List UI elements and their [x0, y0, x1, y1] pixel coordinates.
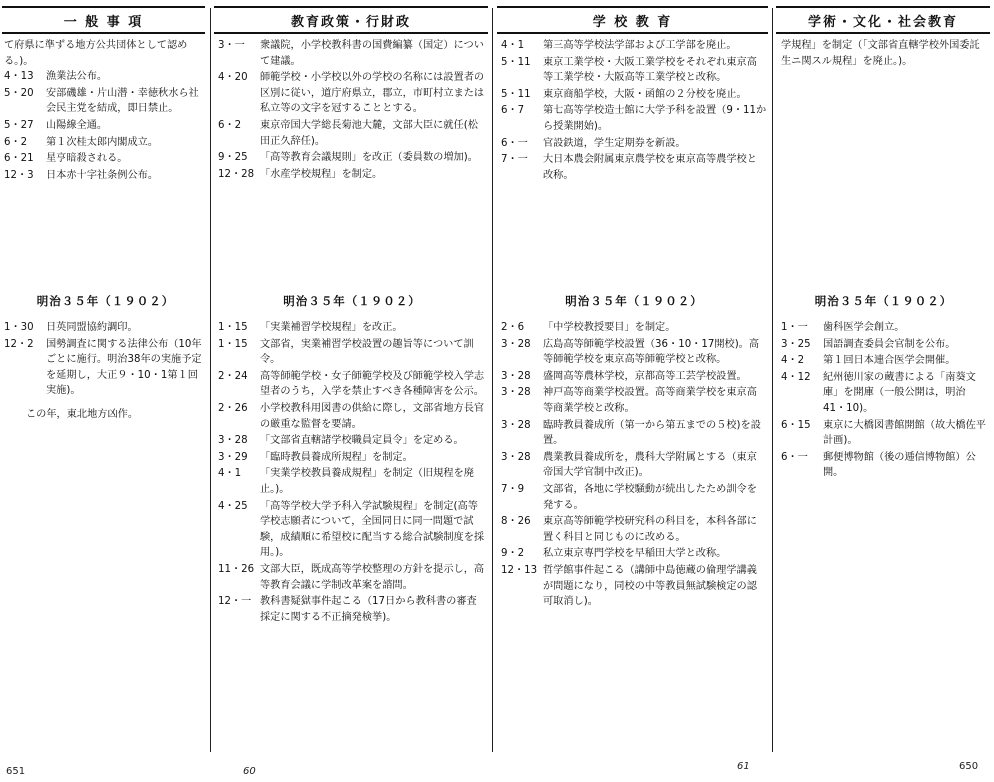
entry: 1・15 「実業補習学校規程」を改正。	[218, 322, 403, 333]
entry: 3・28 神戸高等商業学校設置。高等商業学校を東京高等商業学校と改称。	[501, 387, 757, 414]
entry: 2・26 小学校教科用図書の供給に際し，文部省地方長官の厳重な監督を要請。	[218, 402, 485, 430]
column-divider	[210, 8, 211, 752]
entry: 3・一 衆議院，小学校教科書の国費編纂（国定）について建議。	[218, 40, 484, 67]
page-number: 651	[6, 766, 26, 777]
entry: 3・29 「臨時教員養成所規程」を制定。	[218, 451, 413, 463]
entry: 7・9 文部省，各地に学校騒動が続出したため訓令を発する。	[501, 483, 757, 511]
column-divider	[492, 8, 493, 752]
col1-bottom	[4, 320, 207, 423]
col3-bottom	[501, 320, 767, 611]
entry: 12・28 「水産学校規程」を制定。	[218, 168, 383, 180]
header-education-policy: 教育政策・行財政	[214, 6, 488, 34]
entry: 6・21 星亨暗殺される。	[4, 153, 128, 165]
header-academic-culture: 学術・文化・社会教育	[776, 6, 990, 34]
col1-top	[4, 38, 207, 184]
entry: 12・3 日本赤十字社条例公布。	[4, 169, 159, 181]
entry: 11・26 文部大臣，既成高等学校整理の方針を提示し，高等教育会議に学制改革案を諮問。	[218, 563, 485, 591]
entry: 2・24 高等師範学校・女子師範学校及び師範学校入学志望者のうち，入学を禁止すべき各種障害を公示。	[218, 370, 485, 398]
entry: 7・一 大日本農会附属東京農学校を東京高等農学校と改称。	[501, 154, 757, 181]
entry: 5・27 山陽線全通。	[4, 119, 108, 131]
entry: 3・28 農業教員養成所を，農科大学附属とする（東京帝国大学官制中改正)。	[501, 451, 757, 479]
page-number: 61	[737, 761, 750, 772]
entry: 5・11 東京商船学校，大阪・函館の２分校を廃止。	[501, 88, 747, 100]
entry: 9・2 私立東京専門学校を早稲田大学と改称。	[501, 548, 727, 560]
entry: 3・28 臨時教員養成所（第一から第五までの５校)を設置。	[501, 419, 761, 447]
entry: 6・15 東京に大橋図書館開館（故大橋佐平計画)。	[781, 419, 986, 447]
entry: 4・1 第三高等学校法学部および工学部を廃止。	[501, 40, 737, 51]
entry: 4・25 「高等学校大学予科入学試験規程」を制定(高等学校志願者について，全国同日に同一問題で試験，成績順に希望校に配当する総合試験制度を採用。)。	[218, 500, 485, 559]
entry: 8・26 東京高等師範学校研究科の科目を，本科各部に置く科目と同じものに改める。	[501, 516, 757, 543]
entry: 3・28 「文部省直轄諸学校職員定員令」を定める。	[218, 435, 464, 447]
col4-bottom	[781, 320, 986, 482]
year-heading: 明治３５年（１９０２）	[36, 294, 175, 308]
entry: 6・一 郵便博物館（後の逓信博物館）公開。	[781, 451, 976, 479]
year-heading: 明治３５年（１９０２）	[283, 294, 421, 308]
continued-text: 学規程」を制定（「文部省直轄学校外国委託生ニ関スル規程」を廃止。)。	[781, 40, 980, 67]
entry: 3・28 広島高等師範学校設置（36・10・17開校)。高等師範学校を東京高等師範学校と改称。	[501, 338, 760, 366]
entry: 6・2 第１次桂太郎内閣成立。	[4, 136, 159, 148]
entry: 5・20 安部磯雄・片山潜・幸徳秋水ら社会民主党を結成，即日禁止。	[4, 87, 199, 115]
entry: 3・25 国語調査委員会官制を公布。	[781, 338, 956, 350]
entry: 1・15 文部省，実業補習学校設置の趣旨等について訓令。	[218, 338, 474, 366]
entry: 4・20 師範学校・小学校以外の学校の名称には設置者の区別に従い，道庁府県立，郡立，市町村立または私立等の文字を冠することとする。	[218, 72, 485, 115]
col2-top	[218, 38, 486, 183]
column-divider	[772, 8, 773, 752]
entry: 6・7 第七高等学校造士館に大学予科を設置（9・11から授業開始)。	[501, 105, 767, 132]
page-number: 650	[959, 761, 979, 772]
header-school-education: 学 校 教 育	[497, 6, 768, 34]
header-general-affairs: 一 般 事 項	[2, 6, 205, 34]
entry: 1・一 歯科医学会創立。	[781, 322, 905, 333]
entry: 4・12 紀州徳川家の蔵書による「南葵文庫」を開庫（一般公開は，明治41・10)。	[781, 371, 976, 414]
entry: 2・6 「中学校教授要目」を制定。	[501, 322, 676, 333]
entry: 4・13 漁業法公布。	[4, 71, 108, 83]
page-number: 60	[243, 766, 256, 777]
entry: 12・2 国勢調査に関する法律公布（10年ごとに施行。明治38年の実施予定を延期し，大正９・10・1第１回実施)。	[4, 338, 202, 397]
entry: 6・一 官設鉄道，学生定期券を新設。	[501, 137, 686, 149]
entry: 1・30 日英同盟協約調印。	[4, 322, 138, 333]
year-heading: 明治３５年（１９０２）	[565, 294, 703, 308]
entry: 5・11 東京工業学校・大阪工業学校をそれぞれ東京高等工業学校・大阪高等工業学校と改称。	[501, 56, 757, 84]
entry: 12・一 教科書疑獄事件起こる（17日から教科書の審査採定に関する不正摘発検挙)。	[218, 596, 477, 623]
entry: 4・1 「実業学校教員養成規程」を制定（旧規程を廃止。)。	[218, 468, 474, 495]
entry: 6・2 東京帝国大学総長菊池大麓，文部大臣に就任(松田正久辞任)。	[218, 119, 478, 147]
continued-text: て府県に準ずる地方公共団体として認める。)。	[4, 40, 188, 67]
entry: 12・13 哲学館事件起こる（講師中島徳蔵の倫理学講義が問題になり，同校の中等教員無試験検定の認可取消し)。	[501, 564, 757, 608]
entry: 4・2 第１回日本連合医学会開催。	[781, 355, 956, 367]
year-heading: 明治３５年（１９０２）	[814, 294, 953, 308]
col3-top	[501, 38, 767, 184]
col2-bottom	[218, 320, 486, 626]
col4-top	[781, 38, 986, 69]
entry: 3・28 盛岡高等農林学校，京都高等工芸学校設置。	[501, 370, 747, 382]
note-text: この年，東北地方凶作。	[26, 408, 139, 420]
entry: 9・25 「高等教育会議規則」を改正（委員数の増加)。	[218, 152, 478, 164]
